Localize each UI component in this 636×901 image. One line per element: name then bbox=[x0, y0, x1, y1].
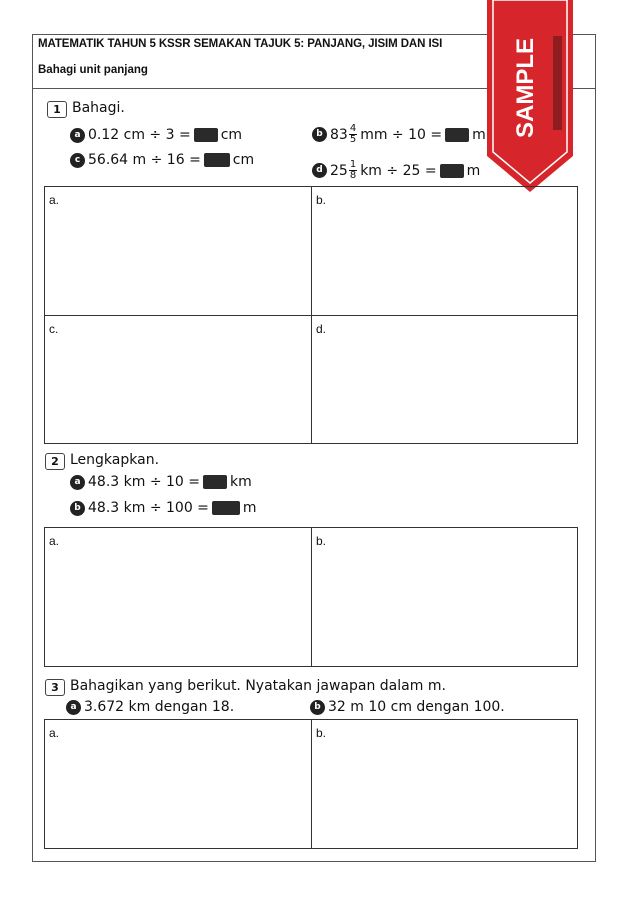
question-1a-expression: 0.12 cm ÷ 3 = bbox=[88, 127, 191, 143]
answer-box-label: a. bbox=[49, 534, 60, 548]
question-3a-text: 3.672 km dengan 18. bbox=[84, 699, 235, 715]
answer-blank bbox=[212, 501, 240, 515]
worksheet-subtitle: Bahagi unit panjang bbox=[38, 64, 148, 76]
question-3-instruction: Bahagikan yang berikut. Nyatakan jawapan dalam m. bbox=[70, 678, 446, 694]
answer-blank bbox=[440, 164, 464, 178]
answer-box-2a[interactable] bbox=[44, 527, 312, 667]
sample-ribbon bbox=[487, 0, 573, 192]
question-1b-unit: m bbox=[472, 126, 486, 143]
question-2a bbox=[70, 474, 252, 490]
question-1d-whole: 25 bbox=[330, 162, 348, 179]
answer-blank bbox=[445, 128, 469, 142]
question-2-number: 2 bbox=[45, 453, 65, 470]
question-2b-unit: m bbox=[242, 500, 257, 516]
question-2b bbox=[70, 500, 257, 516]
bullet-d: d bbox=[312, 163, 327, 178]
bullet-b: b bbox=[310, 700, 325, 715]
answer-box-1d[interactable] bbox=[311, 315, 578, 444]
answer-blank bbox=[203, 475, 227, 489]
answer-box-label: b. bbox=[316, 193, 327, 207]
question-1b-fraction: $\frac{4}{5}$ bbox=[349, 123, 357, 145]
question-3-number: 3 bbox=[45, 679, 65, 696]
answer-box-2b[interactable] bbox=[311, 527, 578, 667]
question-1a bbox=[70, 127, 242, 143]
answer-box-label: a. bbox=[49, 726, 60, 740]
question-3a bbox=[66, 699, 234, 715]
question-2-instruction: Lengkapkan. bbox=[70, 452, 160, 468]
ribbon-stripe bbox=[553, 36, 562, 130]
question-1d bbox=[312, 160, 480, 181]
answer-box-label: d. bbox=[316, 322, 327, 336]
question-1-instruction: Bahagi. bbox=[72, 100, 125, 116]
answer-box-label: c. bbox=[49, 322, 59, 336]
question-1-number: 1 bbox=[47, 101, 67, 118]
answer-box-label: b. bbox=[316, 534, 327, 548]
question-2b-expression: 48.3 km ÷ 100 = bbox=[88, 500, 209, 516]
bullet-a: a bbox=[70, 128, 85, 143]
answer-blank bbox=[194, 128, 218, 142]
bullet-b: b bbox=[312, 127, 327, 142]
question-1d-unit: m bbox=[466, 162, 481, 179]
answer-box-3a[interactable] bbox=[44, 719, 312, 849]
question-1a-unit: cm bbox=[220, 127, 243, 143]
sample-watermark-text: SAMPLE bbox=[512, 37, 539, 138]
question-1c-expression: 56.64 m ÷ 16 = bbox=[88, 152, 201, 168]
question-1c bbox=[70, 152, 254, 168]
question-1d-expression: km ÷ 25 = bbox=[360, 162, 437, 179]
question-3b-text: 32 m 10 cm dengan 100. bbox=[328, 699, 505, 715]
answer-blank bbox=[204, 153, 230, 167]
question-3b bbox=[310, 699, 505, 715]
question-2a-unit: km bbox=[230, 474, 252, 490]
question-1d-fraction: $\frac{1}{8}$ bbox=[349, 159, 357, 181]
worksheet-title: MATEMATIK TAHUN 5 KSSR SEMAKAN TAJUK 5: PANJANG, JISIM DAN ISI bbox=[38, 38, 443, 50]
question-1b bbox=[312, 124, 486, 145]
question-1b-whole: 83 bbox=[330, 126, 348, 143]
answer-box-1b[interactable] bbox=[311, 186, 578, 316]
bullet-b: b bbox=[70, 501, 85, 516]
answer-box-1c[interactable] bbox=[44, 315, 312, 444]
answer-box-label: a. bbox=[49, 193, 60, 207]
question-1b-expression: mm ÷ 10 = bbox=[360, 126, 443, 143]
bullet-c: c bbox=[70, 153, 85, 168]
question-2a-expression: 48.3 km ÷ 10 = bbox=[88, 474, 200, 490]
bullet-a: a bbox=[66, 700, 81, 715]
bullet-a: a bbox=[70, 475, 85, 490]
answer-box-label: b. bbox=[316, 726, 327, 740]
question-1c-unit: cm bbox=[232, 152, 255, 168]
answer-box-1a[interactable] bbox=[44, 186, 312, 316]
answer-box-3b[interactable] bbox=[311, 719, 578, 849]
